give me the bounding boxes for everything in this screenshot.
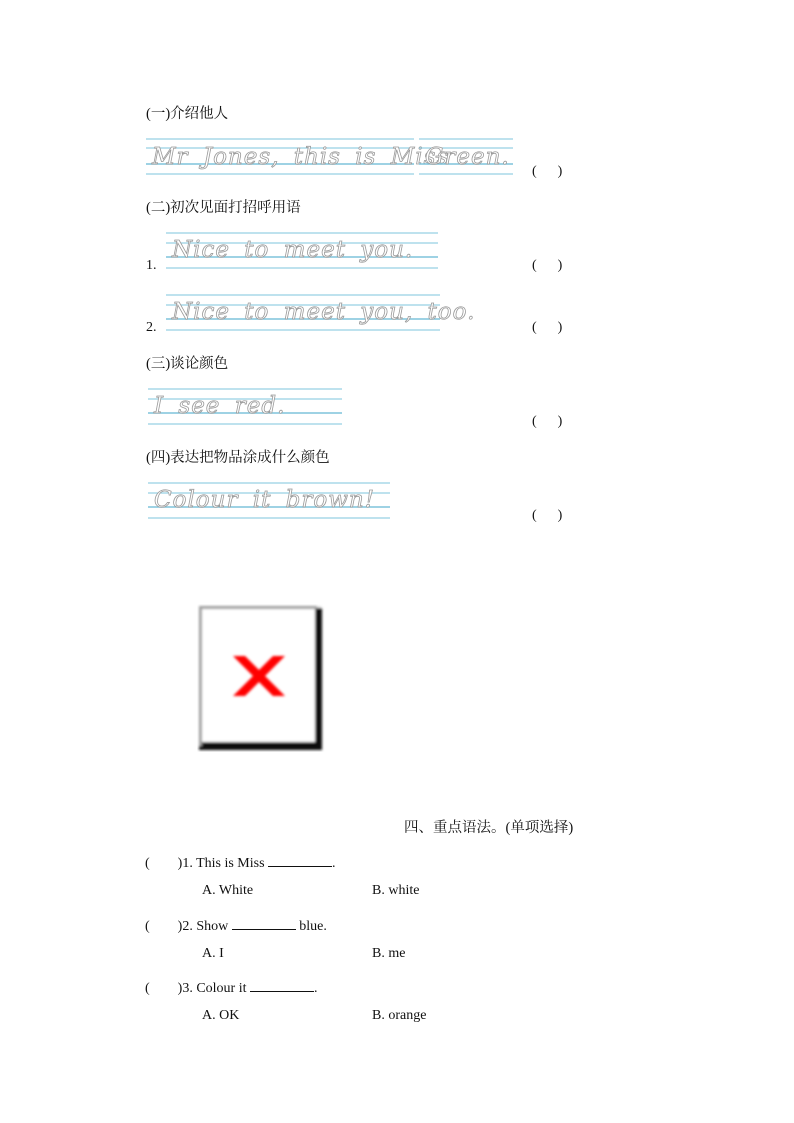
question-1-paren[interactable]: ( ): [145, 856, 183, 871]
question-3-option-b[interactable]: B. orange: [372, 1008, 427, 1023]
answer-paren-5[interactable]: ( ): [532, 508, 563, 523]
section-2-title: (二)初次见面打招呼用语: [146, 200, 301, 216]
section-1-title: (一)介绍他人: [146, 106, 229, 122]
question-1-end: .: [332, 856, 336, 871]
question-3-end: .: [314, 981, 318, 996]
broken-image-red-x-icon: [197, 604, 325, 752]
writing-lines-nice-to-meet-you-too: [166, 293, 476, 333]
question-3-option-a[interactable]: A. OK: [202, 1008, 240, 1023]
answer-paren-4[interactable]: ( ): [532, 414, 563, 429]
writing-lines-green: [419, 138, 513, 176]
writing-lines-colour-it-brown: [148, 481, 390, 521]
question-3: [145, 977, 318, 997]
broken-image-placeholder: [197, 604, 325, 752]
section-3-title: (三)谈论颜色: [146, 356, 229, 372]
writing-text-nice-to-meet-you-too: Nice to meet you, too.: [172, 299, 476, 325]
question-1-option-a[interactable]: A. White: [202, 883, 254, 898]
writing-lines-i-see-red: [148, 387, 342, 427]
answer-paren-1[interactable]: ( ): [532, 164, 563, 179]
part-4-title: 四、重点语法。(单项选择): [404, 820, 574, 836]
question-1: [145, 852, 336, 872]
question-2-end: blue.: [299, 919, 327, 934]
answer-paren-2[interactable]: ( ): [532, 258, 563, 273]
question-2-option-a[interactable]: A. I: [202, 946, 224, 961]
item-number-1: 1.: [146, 258, 157, 273]
writing-text-colour-it-brown: Colour it brown!: [154, 487, 375, 513]
writing-lines-nice-to-meet-you: [166, 231, 438, 271]
writing-text-green: Green.: [425, 144, 510, 170]
question-1-stem: 1. This is Miss: [182, 856, 265, 871]
question-3-stem: 3. Colour it: [182, 981, 247, 996]
question-2: [145, 915, 327, 935]
writing-text-nice-to-meet-you: Nice to meet you.: [172, 237, 414, 263]
writing-text-mr-jones: Mr Jones, this is Miss: [152, 144, 450, 170]
question-2-option-b[interactable]: B. me: [372, 946, 406, 961]
writing-text-i-see-red: I see red.: [154, 393, 286, 419]
question-3-paren[interactable]: ( ): [145, 981, 183, 996]
question-2-paren[interactable]: ( ): [145, 919, 183, 934]
question-2-blank[interactable]: [232, 915, 296, 930]
writing-lines-mr-jones: [146, 138, 450, 176]
question-2-stem: 2. Show: [182, 919, 229, 934]
question-1-blank[interactable]: [268, 852, 332, 867]
answer-paren-3[interactable]: ( ): [532, 320, 563, 335]
section-4-title: (四)表达把物品涂成什么颜色: [146, 450, 330, 466]
question-3-blank[interactable]: [250, 977, 314, 992]
item-number-2: 2.: [146, 320, 157, 335]
question-1-option-b[interactable]: B. white: [372, 883, 420, 898]
